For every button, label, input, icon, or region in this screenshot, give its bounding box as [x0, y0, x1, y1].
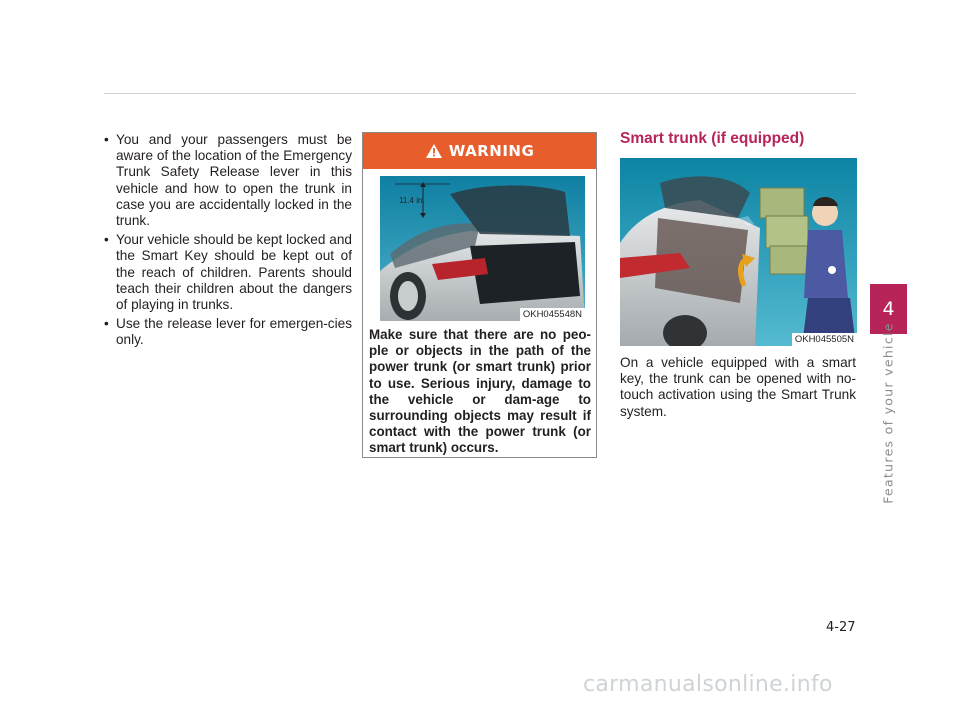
- bullet-text: Your vehicle should be kept locked and the Smart Key should be kept out of the reach of children. Parents should teach their children about the dangers of playing in trunks.: [116, 232, 352, 313]
- page-number: 4-27: [826, 620, 856, 635]
- trunk-clearance-image: [380, 176, 585, 321]
- chapter-number: 4: [882, 298, 895, 320]
- image-caption: OKH045505N: [792, 333, 857, 346]
- bullet-text: Use the release lever for emergen-cies only.: [116, 316, 352, 348]
- warning-triangle-icon: [425, 143, 443, 159]
- warning-text: Make sure that there are no peo-ple or objects in the path of the power trunk (or smart trunk) prior to use. Serious injury, damage to the vehicle or dam-age to surrounding objects may result if contact with the power trunk (or smart trunk) occurs.: [369, 327, 591, 456]
- header-rule: [104, 93, 856, 94]
- smart-trunk-image: [620, 158, 857, 346]
- chapter-title: Features of your vehicle: [880, 322, 896, 504]
- warning-header: [363, 133, 596, 169]
- watermark: carmanualsonline.info: [583, 672, 833, 697]
- section-heading: Smart trunk (if equipped): [620, 130, 805, 147]
- bullet-icon: •: [104, 132, 109, 147]
- bullet-icon: •: [104, 316, 109, 332]
- image-caption: OKH045548N: [520, 308, 585, 321]
- list-item: [103, 316, 352, 348]
- warning-title: WARNING: [448, 142, 535, 160]
- bullet-list: [103, 132, 352, 352]
- bullet-icon: •: [104, 232, 109, 248]
- clearance-measure: 11.4 in.: [399, 196, 425, 205]
- section-body: On a vehicle equipped with a smart key, the trunk can be opened with no-touch activation using the Smart Trunk system.: [620, 355, 856, 419]
- warning-box: [362, 132, 597, 458]
- bullet-text: You and your passengers must be aware of the location of the Emergency Trunk Safety Release lever in this vehicle and how to open the trunk in case you are accidentally locked in the trunk.: [116, 132, 352, 229]
- list-item: [103, 232, 352, 313]
- list-item: [103, 132, 352, 229]
